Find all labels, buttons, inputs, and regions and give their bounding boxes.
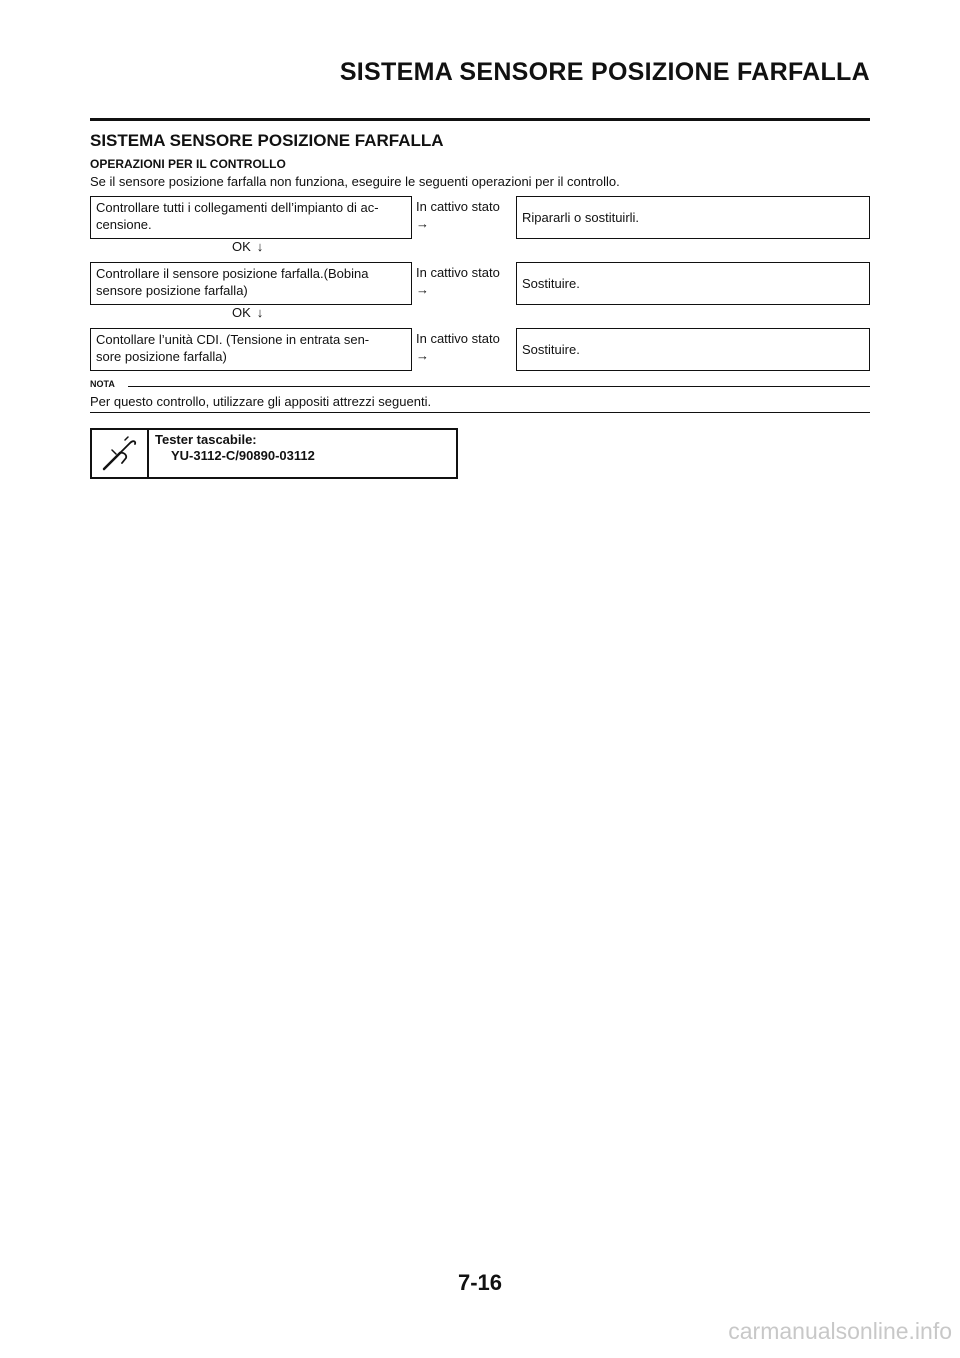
check-box-1 (90, 196, 412, 239)
header-rule (90, 118, 870, 121)
check-text-2b: sensore posizione farfalla) (96, 283, 248, 298)
check-text-3a: Contollare l’unità CDI. (Tensione in entrata sen- (96, 332, 370, 347)
action-box-1 (516, 196, 870, 239)
condition-1 (416, 198, 500, 232)
tool-code: YU-3112-C/90890-03112 (171, 448, 315, 463)
down-arrow-icon: ↓ (256, 239, 264, 254)
down-arrow-icon: ↓ (256, 305, 264, 320)
check-box-2 (90, 262, 412, 305)
condition-label-3: In cattivo stato (416, 331, 500, 346)
subsection-title: OPERAZIONI PER IL CONTROLLO (90, 157, 286, 171)
condition-label-2: In cattivo stato (416, 265, 500, 280)
condition-label-1: In cattivo stato (416, 199, 500, 214)
action-text-1: Ripararli o sostituirli. (522, 210, 640, 225)
nota-label: NOTA (90, 379, 115, 389)
watermark: carmanualsonline.info (728, 1318, 952, 1344)
action-box-3 (516, 328, 870, 371)
tool-name: Tester tascabile: (155, 432, 257, 447)
check-text-1a: Controllare tutti i collegamenti dell’impianto di ac- (96, 200, 379, 215)
condition-2 (416, 264, 500, 298)
tester-tool-icon (92, 430, 149, 477)
ok-label-1: OK (232, 239, 251, 254)
ok-connector-1 (232, 239, 263, 254)
check-text-1b: censione. (96, 217, 152, 232)
nota-rule (128, 386, 870, 387)
tool-box (90, 428, 458, 479)
check-text-2a: Controllare il sensore posizione farfalla.(Bobina (96, 266, 369, 281)
check-text-3b: sore posizione farfalla) (96, 349, 227, 364)
tool-description (149, 430, 321, 477)
page-number: 7-16 (457, 1270, 503, 1295)
check-box-3 (90, 328, 412, 371)
right-arrow-icon: → (416, 348, 429, 363)
intro-text: Se il sensore posizione farfalla non funziona, eseguire le seguenti operazioni per il controllo. (90, 174, 620, 189)
action-box-2 (516, 262, 870, 305)
nota-bottom-rule (90, 412, 870, 413)
nota-text: Per questo controllo, utilizzare gli appositi attrezzi seguenti. (90, 394, 432, 409)
action-text-3: Sostituire. (522, 342, 580, 357)
ok-connector-2 (232, 305, 263, 320)
right-arrow-icon: → (416, 216, 429, 231)
page-header-title: SISTEMA SENSORE POSIZIONE FARFALLA (339, 58, 870, 86)
action-text-2: Sostituire. (522, 276, 580, 291)
ok-label-2: OK (232, 305, 251, 320)
section-title: SISTEMA SENSORE POSIZIONE FARFALLA (90, 131, 444, 150)
condition-3 (416, 330, 500, 364)
right-arrow-icon: → (416, 282, 429, 297)
